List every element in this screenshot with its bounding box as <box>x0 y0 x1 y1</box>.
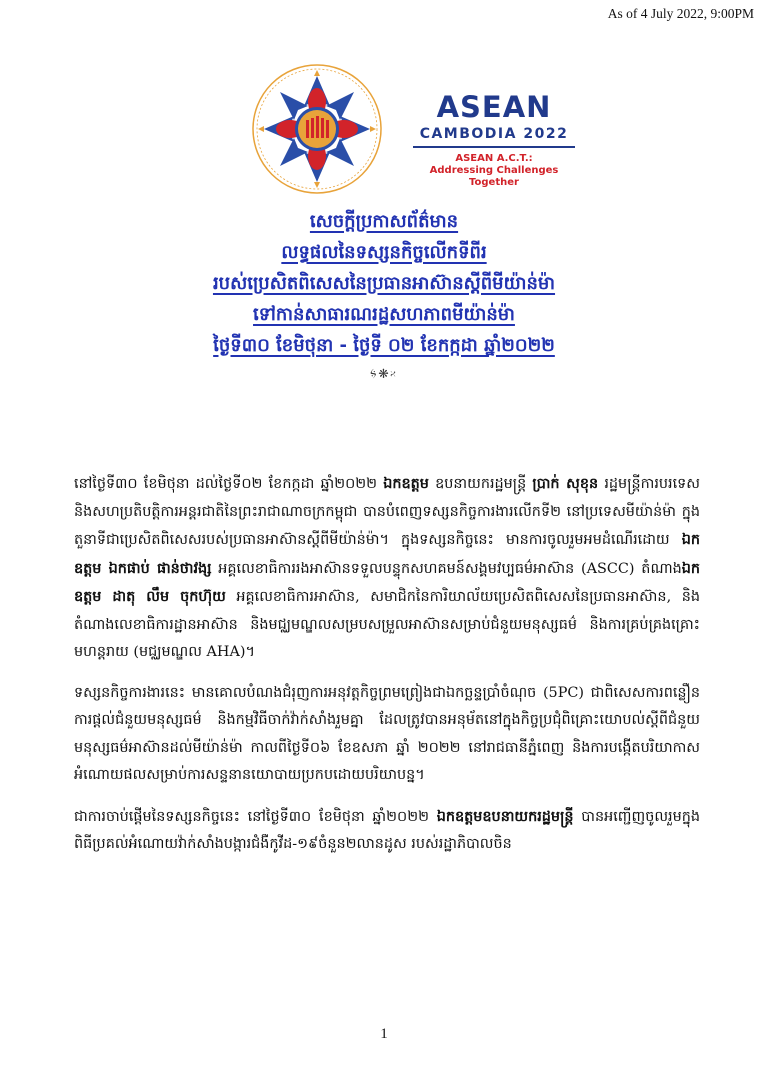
brand-divider <box>413 146 575 148</box>
brand-name: ASEAN <box>436 90 552 124</box>
asean-cambodia-logo <box>250 62 650 202</box>
page-number: 1 <box>380 1026 388 1042</box>
asean-emblem-icon <box>250 62 384 196</box>
body-content <box>74 470 700 872</box>
title-line: របស់ប្រេសិតពិសេសនៃប្រធានអាស៊ានស្តីពីមីយ៉ាន់ម៉ា <box>212 273 556 294</box>
ornament-divider: ᳱ❋ᳲ <box>370 367 398 382</box>
title-line: សេចក្តីប្រកាសព័ត៌មាន <box>309 211 459 232</box>
timestamp: As of 4 July 2022, 9:00PM <box>607 6 754 21</box>
brand-sub: CAMBODIA 2022 <box>419 126 569 142</box>
brand-slogan-line2: Addressing Challenges Together <box>429 165 559 188</box>
brand-block <box>406 92 582 189</box>
paragraph-2: ទស្សនកិច្ចការងារនេះ មានគោលបំណងជំរុញការអនុវត្តកិច្ចព្រមព្រៀងជាឯកច្ឆន្ទប្រាំចំណុច (5PC) ជាពិសេសការពន្លឿនការផ្តល់ជំនួយមនុស្សធម៌ និងកម្មវិធីចាក់វ៉ាក់សាំងរួមគ្នា ដែលត្រូវបានអនុម័តនៅក្នុងកិច្ចប្រជុំពិគ្រោះយោបល់ស្តីពីជំនួយមនុស្សធម៌អាស៊ានដល់មីយ៉ាន់ម៉ា កាលពីថ្ងៃទី០៦ ខែឧសភា ឆ្នាំ ២០២២ នៅរាជធានីភ្នំពេញ និងការបង្កើតបរិយាកាសអំណោយផលសម្រាប់ការសន្ទនានយោបាយប្រកបដោយបរិយាបន្ន។ <box>74 684 700 783</box>
paragraph-1: នៅថ្ងៃទី៣០ ខែមិថុនា ដល់ថ្ងៃទី០២ ខែកក្កដា ឆ្នាំ២០២២ ឯកឧត្តម ឧបនាយករដ្ឋមន្ត្រី ប្រាក់ សុខុន រដ្ឋមន្ត្រីការបរទេស និងសហប្រតិបត្តិការអន្តរជាតិនៃព្រះរាជាណាចក្រកម្ពុជា បានបំពេញទស្សនកិច្ចការងារលើកទី២ នៅប្រទេសមីយ៉ាន់ម៉ា ក្នុងតួនាទីជាប្រេសិតពិសេសរបស់ប្រធានអាស៊ានស្តីពីមីយ៉ាន់ម៉ា។ ក្នុងទស្សនកិច្ចនេះ មានការចូលរួមអមដំណើរដោយ ឯកឧត្តម ឯកផាប់ ផាន់ថាវង្ស អគ្គលេខាធិការរងអាស៊ានទទួលបន្ទុកសហគមន៍សង្គមវប្បធម៌អាស៊ាន (ASCC) តំណាងឯកឧត្តម ដាតុ លឹម ចុកហ៊ុយ អគ្គលេខាធិការអាស៊ាន, សមាជិកនៃការិយាល័យប្រេសិតពិសេសនៃប្រធានអាស៊ាន, និងតំណាងលេខាធិការដ្ឋានអាស៊ាន និងមជ្ឈមណ្ឌលសម្របសម្រួលអាស៊ានសម្រាប់ជំនួយមនុស្សធម៌ និងការគ្រប់គ្រងគ្រោះមហន្តរាយ (មជ្ឈមណ្ឌល AHA)។ <box>74 475 700 660</box>
title-line: ទៅកាន់សាធារណរដ្ឋសហភាពមីយ៉ាន់ម៉ា <box>253 304 515 325</box>
paragraph-3: ជាការចាប់ផ្តើមនៃទស្សនកិច្ចនេះ នៅថ្ងៃទី៣០ ខែមិថុនា ឆ្នាំ២០២២ ឯកឧត្តមឧបនាយករដ្ឋមន្ត្រី បានអញ្ជើញចូលរួមក្នុងពិធីប្រគល់អំណោយវ៉ាក់សាំងបង្ការជំងឺកូវីដ-១៩ចំនួន២លានដូស របស់រដ្ឋាភិបាលចិន <box>74 807 701 852</box>
brand-slogan-line1: ASEAN A.C.T.: <box>455 153 533 164</box>
title-line: លទ្ធផលនៃទស្សនកិច្ចលើកទីពីរ <box>281 242 487 263</box>
press-release-titles <box>0 206 768 382</box>
title-line: ថ្ងៃទី៣០ ខែមិថុនា - ថ្ងៃទី ០២ ខែកក្កដា ឆ្នាំ២០២២ <box>213 335 555 356</box>
